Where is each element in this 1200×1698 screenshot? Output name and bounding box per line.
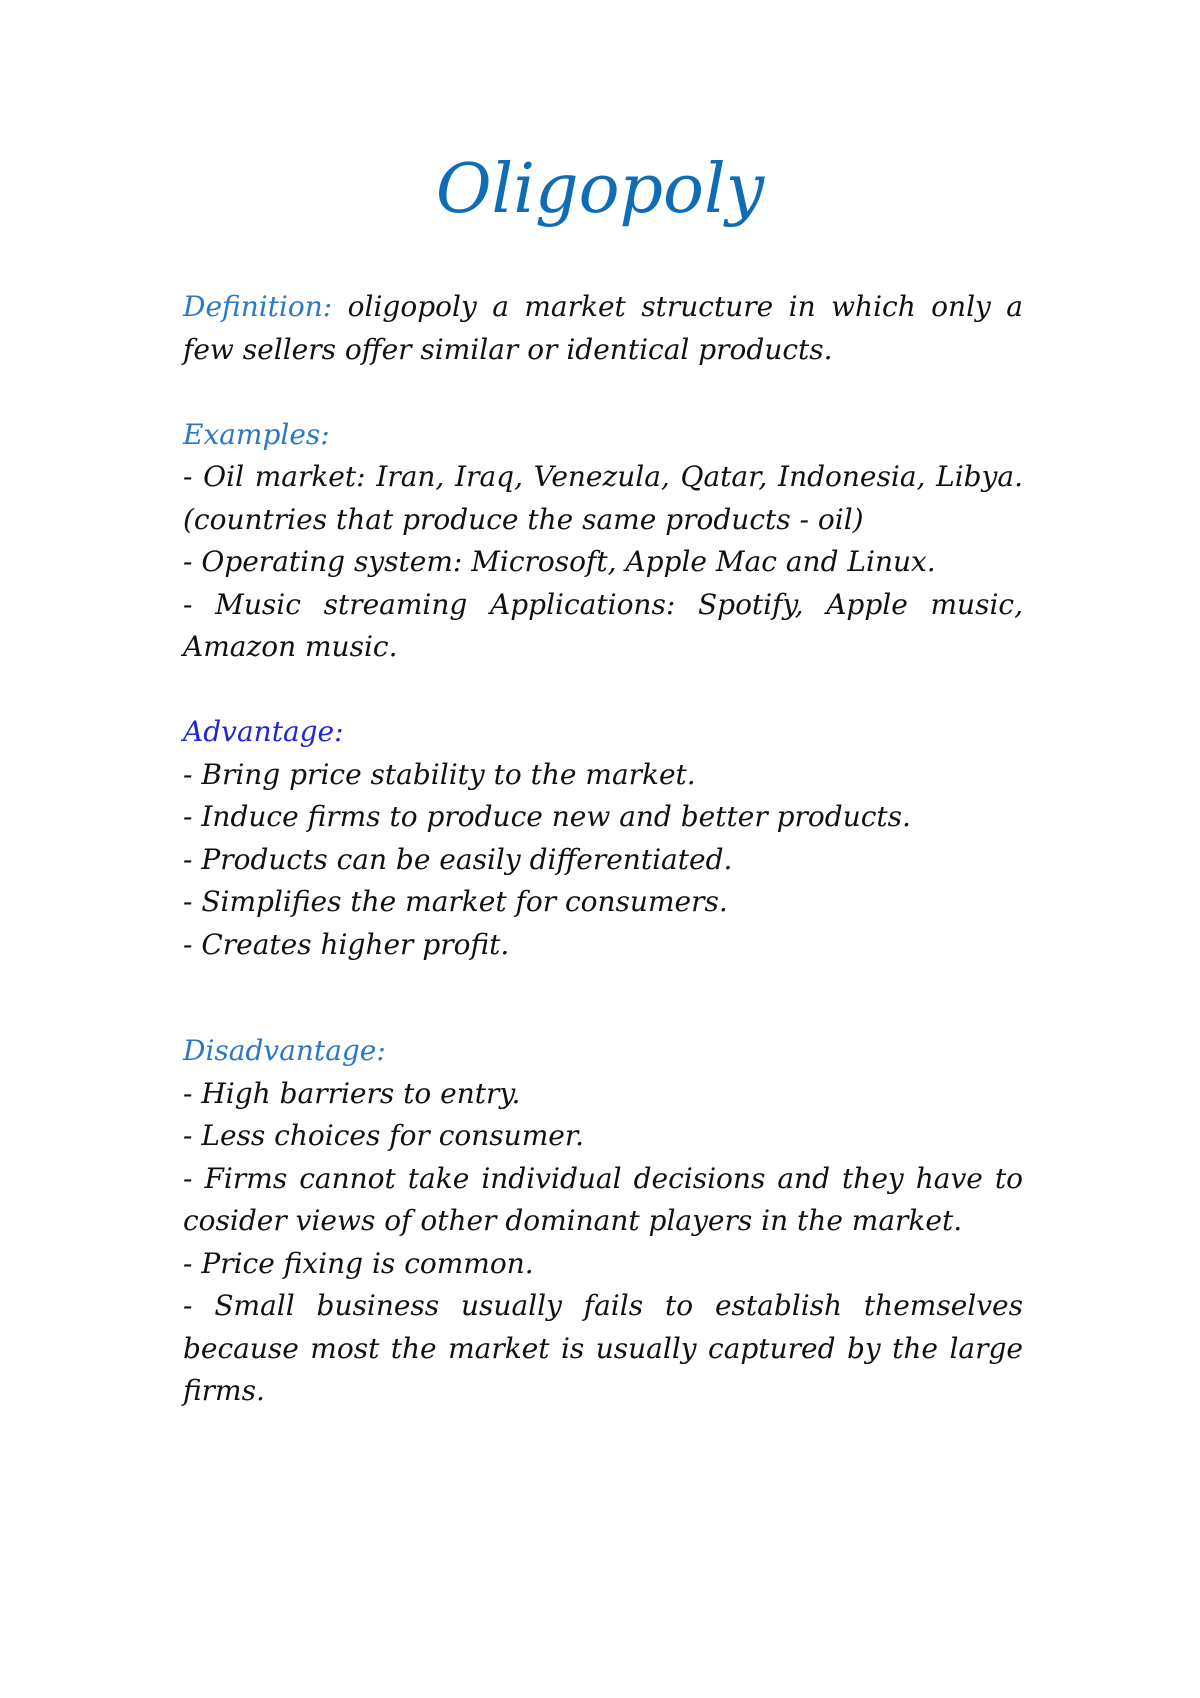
spacer: [183, 966, 1023, 1030]
disadvantage-item: - High barriers to entry.: [183, 1076, 521, 1110]
advantage-item: - Products can be easily differentiated.: [183, 842, 733, 876]
definition-text: oligopoly a market structure in which only a few sellers offer similar or identical products.: [183, 290, 1023, 366]
document-body: [183, 286, 1023, 1413]
examples-item: - Music streaming Applications: Spotify, Apple music, Amazon music.: [183, 587, 1023, 663]
advantage-label: Advantage:: [183, 715, 344, 748]
spacer: [183, 669, 1023, 712]
disadvantage-item: - Firms cannot take individual decisions and they have to cosider views of other dominant players in the market.: [183, 1161, 1023, 1237]
definition-label: Definition:: [183, 290, 333, 323]
definition-paragraph: [183, 286, 1023, 371]
disadvantage-label: Disadvantage:: [183, 1034, 386, 1067]
advantage-item: - Creates higher profit.: [183, 927, 510, 961]
disadvantage-item: - Small business usually fails to establish themselves because most the market is usually captured by the large firms.: [183, 1289, 1023, 1407]
page-title: Oligopoly: [435, 150, 765, 229]
advantage-item: - Induce firms to produce new and better products.: [183, 800, 911, 833]
advantage-item: - Bring price stability to the market.: [183, 757, 696, 791]
advantage-item: - Simplifies the market for consumers.: [183, 885, 728, 918]
examples-item: - Operating system: Microsoft, Apple Mac and Linux.: [183, 545, 936, 578]
examples-label: Examples:: [183, 417, 330, 451]
disadvantage-item: - Less choices for consumer.: [183, 1119, 585, 1152]
spacer: [183, 371, 1023, 414]
examples-item: - Oil market: Iran, Iraq, Venezula, Qatar, Indonesia, Libya. (countries that produce the same products - oil): [183, 460, 1023, 536]
disadvantage-item: - Price fixing is common.: [183, 1246, 534, 1280]
